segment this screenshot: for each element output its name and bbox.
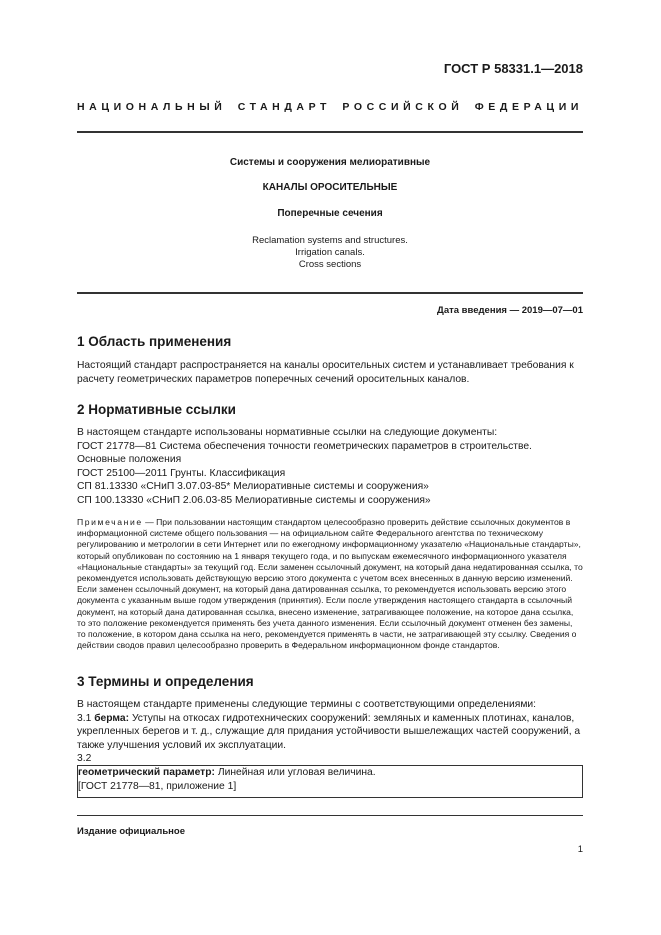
term-3-2	[78, 766, 582, 780]
term-3-2-number: 3.2	[77, 753, 92, 764]
section-1-text	[77, 359, 583, 386]
standard-title: КАНАЛЫ ОРОСИТЕЛЬНЫЕ	[262, 182, 398, 193]
ref-gost-25100: ГОСТ 25100—2011 Грунты. Классификация	[77, 467, 286, 479]
page-number: 1	[577, 844, 583, 855]
english-title-line-3: Cross sections	[298, 259, 362, 270]
note-text: — При пользовании настоящим стандартом целесообразно проверить действие ссылочных документов в информационной системе общего пользования — на официальном сайте Федерального агентства по техническому регулированию и метрологии в сети Интернет или по ежегодному информационному указателю «Национальные стандарты», который опубликован по состоянию на 1 января текущего года, и по выпускам ежемесячного информационного указателя «Национальные стандарты» за текущий год. Если заменен ссылочный документ, на который дана недатированная ссылка, то рекомендуется использовать действующую версию этого документа с учетом всех внесенных в данную версию изменений. Если заменен ссылочный документ, на который дана датированная ссылка, то рекомендуется использовать версию этого документа с указанным выше годом утверждения (принятия). Если после утверждения настоящего стандарта в ссылочный документ, на который дана датированная ссылка, внесено изменение, затрагивающее положение, на которое дана ссылка, то это положение рекомендуется применять без учета данного изменения. Если ссылочный документ отменен без замены, то положение, в котором дана ссылка на него, рекомендуется применять в части, не затрагивающей эту ссылку. Сведения о действии сводов правил целесообразно проверить в Федеральном информационном фонде стандартов.	[77, 517, 583, 651]
references-note	[77, 517, 583, 651]
term-3-1-number: 3.1	[77, 712, 95, 724]
national-standard-heading: НАЦИОНАЛЬНЫЙ СТАНДАРТ РОССИЙСКОЙ ФЕДЕРАЦИИ	[77, 101, 583, 113]
section-2-heading: 2 Нормативные ссылки	[77, 402, 236, 417]
introduction-date: Дата введения — 2019—07—01	[437, 305, 583, 316]
footer-divider	[77, 815, 583, 816]
section-1-heading: 1 Область применения	[77, 334, 232, 349]
standard-code: ГОСТ Р 58331.1—2018	[443, 61, 583, 76]
top-divider	[77, 131, 583, 133]
term-3-2-box	[77, 765, 583, 798]
term-3-2-name: геометрический параметр:	[78, 767, 215, 778]
standard-subtitle: Поперечные сечения	[277, 208, 383, 219]
english-title-line-2: Irrigation canals.	[295, 247, 365, 258]
ref-sp-81: СП 81.13330 «СНиП 3.07.03-85* Мелиоративные системы и сооружения»	[77, 481, 429, 492]
note-label: Примечание	[77, 517, 143, 527]
term-3-2-definition: Линейная или угловая величина.	[214, 767, 376, 778]
ref-gost-21778: ГОСТ 21778—81 Система обеспечения точности геометрических параметров в строительстве. Основные положения	[77, 440, 532, 465]
scope-paragraph: Настоящий стандарт распространяется на каналы оросительных систем и устанавливает требования к расчету геометрических параметров поперечных сечений оросительных каналов.	[77, 360, 574, 385]
term-3-2-source: [ГОСТ 21778—81, приложение 1]	[78, 781, 237, 792]
official-edition-label: Издание официальное	[77, 826, 185, 837]
english-title-line-1: Reclamation systems and structures.	[252, 235, 408, 246]
terms-intro: В настоящем стандарте применены следующие термины с соответствующими определениями:	[77, 699, 537, 710]
section-3-heading: 3 Термины и определения	[77, 674, 254, 689]
section-2-refs	[77, 426, 583, 507]
refs-intro: В настоящем стандарте использованы нормативные ссылки на следующие документы:	[77, 427, 498, 438]
section-3-terms	[77, 698, 583, 766]
term-3-1	[77, 712, 583, 753]
term-3-1-name: берма:	[94, 712, 130, 724]
english-title	[77, 235, 583, 271]
ref-sp-100: СП 100.13330 «СНиП 2.06.03-85 Мелиоративные системы и сооружения»	[77, 494, 431, 506]
title-divider	[77, 292, 583, 294]
term-3-1-definition: Уступы на откосах гидротехнических сооружений: земляных и каменных плотинах, каналов, укрепленных берегов и т. д., служащие для придания устойчивости вышележащих частей сооружений, а также улучшения условий их эксплуатации.	[77, 712, 581, 751]
standard-group: Системы и сооружения мелиоративные	[229, 157, 431, 168]
